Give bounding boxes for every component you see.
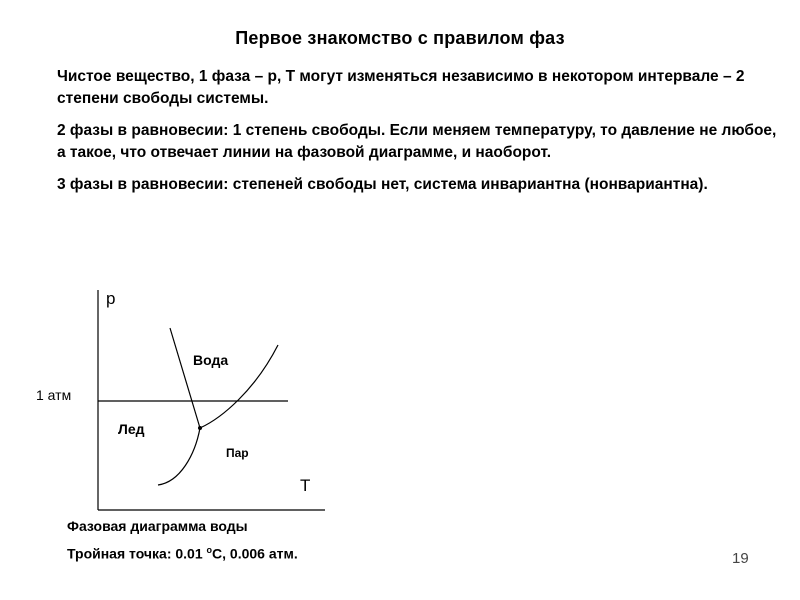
triple-point <box>198 426 202 430</box>
paragraph-two-phases: 2 фазы в равновесии: 1 степень свободы. Если меняем температуру, то давление не любое, а такое, что отвечает линии на фазовой диаграмме, и наоборот. <box>57 122 777 161</box>
region-water-label: Вода <box>193 352 229 368</box>
p-axis-label: р <box>106 289 116 308</box>
page-number: 19 <box>732 550 749 567</box>
paragraph-three-phases: 3 фазы в равновесии: степеней свободы нет, система инвариантна (нонвариантна). <box>57 176 708 193</box>
degree-sign: o <box>206 545 213 555</box>
t-axis-label: Т <box>300 476 311 495</box>
melting-curve <box>170 328 200 428</box>
region-ice-label: Лед <box>118 421 145 437</box>
slide-title: Первое знакомство с правилом фаз <box>235 28 565 48</box>
paragraph-one-phase: Чистое вещество, 1 фаза – р, Т могут изменяться независимо в некотором интервале – 2 степени свободы системы. <box>57 68 745 107</box>
region-vapor-label: Пар <box>226 446 249 460</box>
triple-point-caption <box>67 545 298 562</box>
sublimation-curve <box>158 428 200 485</box>
triple-point-suffix: C, 0.006 атм. <box>212 545 298 562</box>
triple-point-prefix: Тройная точка: 0.01 <box>67 545 207 562</box>
one-atm-label: 1 атм <box>36 387 72 403</box>
diagram-caption: Фазовая диаграмма воды <box>67 518 248 534</box>
